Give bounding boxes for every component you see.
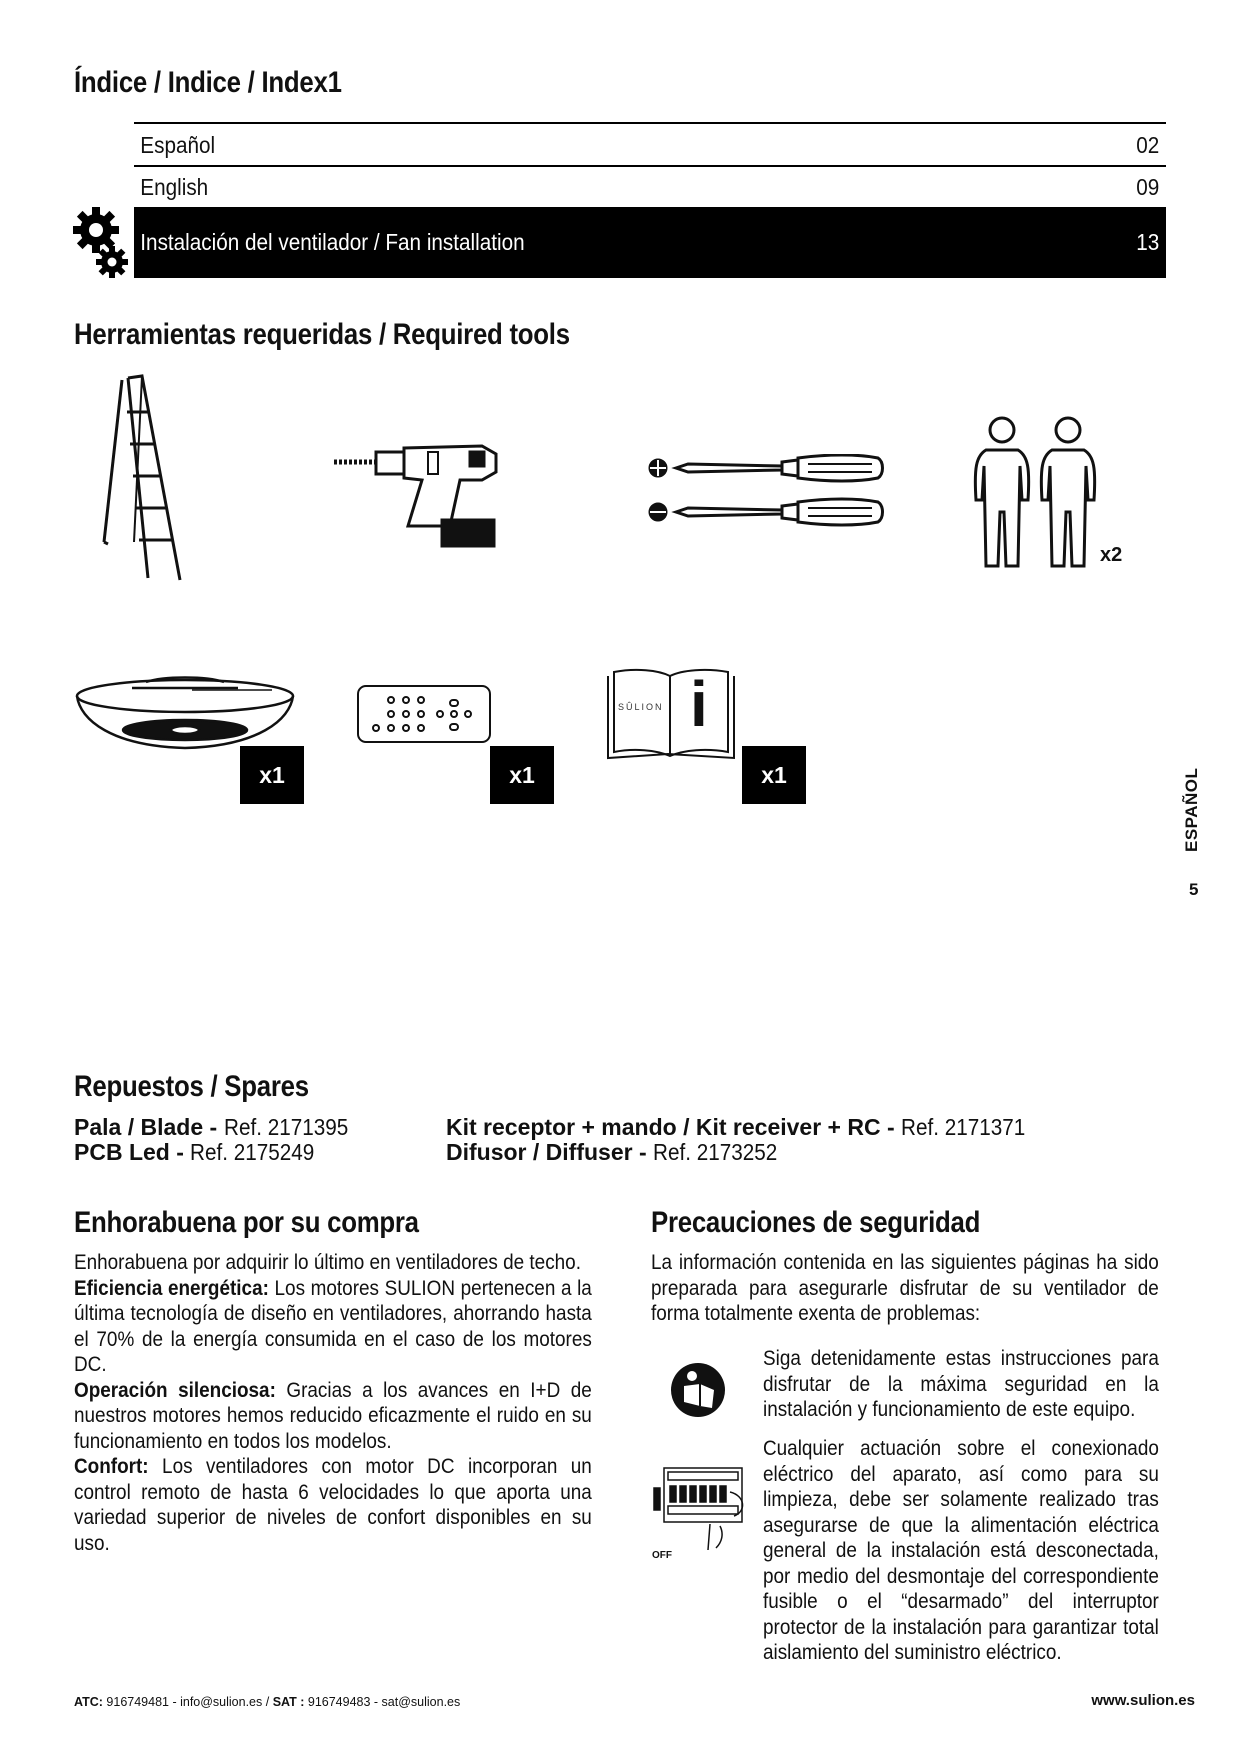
manual-qty-badge: x1 <box>742 746 806 804</box>
index-row-page: 09 <box>1136 173 1160 200</box>
spare-blade: Pala / Blade - Ref. 2171395 <box>74 1114 348 1140</box>
congrats-text <box>74 1250 592 1556</box>
sat-label: SAT : <box>272 1695 305 1709</box>
spare-kit-receiver: Kit receptor + mando / Kit receiver + RC - Ref. 2171371 <box>446 1114 1026 1140</box>
tools-title: Herramientas requeridas / Required tools <box>74 318 570 351</box>
fan-qty-badge: x1 <box>240 746 304 804</box>
footer-contacts <box>74 1695 460 1709</box>
safety-intro: La información contenida en las siguientes páginas ha sido preparada para asegurarle disfrutar de su ventilador de forma totalmente exenta de problemas: <box>651 1250 1159 1325</box>
persons-qty: x2 <box>1100 544 1123 566</box>
atc-text: 916749481 - info@sulion.es / <box>102 1695 273 1709</box>
congrats-efficiency: Eficiencia energética: Los motores SULION pertenecen a la última tecnología de diseño en ventiladores, ahorrando hasta el 70% de la energía consumida en el caso de los motores DC. <box>74 1275 592 1376</box>
breaker-panel-icon <box>650 1466 744 1550</box>
manual-info-letter: i <box>690 668 708 740</box>
two-persons-icon <box>972 416 1104 568</box>
index-row-espanol[interactable] <box>134 124 1166 166</box>
congrats-comfort: Confort: Los ventiladores con motor DC incorporan un control remoto de hasta 6 velocidades lo que aporta una variedad superior de niveles de confort disponibles en su uso. <box>74 1454 592 1555</box>
read-manual-icon <box>670 1362 726 1418</box>
page-number: 5 <box>1189 880 1199 899</box>
atc-label: ATC: <box>74 1695 103 1709</box>
safety-item-1: Siga detenidamente estas instrucciones para disfrutar de la máxima seguridad en la instalación y funcionamiento de este equipo. <box>763 1346 1159 1421</box>
index-row-page: 02 <box>1136 131 1160 158</box>
manual-brand: SÛLION <box>618 702 664 712</box>
footer-website[interactable]: www.sulion.es <box>1091 1692 1195 1709</box>
side-language-tab: ESPAÑOL <box>1182 767 1201 852</box>
remote-control-icon <box>356 684 492 744</box>
remote-qty-badge: x1 <box>490 746 554 804</box>
spare-diffuser: Difusor / Diffuser - Ref. 2173252 <box>446 1139 778 1165</box>
congrats-title: Enhorabuena por su compra <box>74 1206 419 1239</box>
safety-title: Precauciones de seguridad <box>651 1206 981 1239</box>
screwdrivers-icon <box>648 454 888 530</box>
gears-icon <box>72 204 130 280</box>
ladder-icon <box>98 372 190 582</box>
congrats-intro: Enhorabuena por adquirir lo último en ventiladores de techo. <box>74 1250 581 1274</box>
index-title: Índice / Indice / Index1 <box>74 66 342 99</box>
index-row-label: English <box>140 173 209 200</box>
drill-icon <box>332 436 500 548</box>
spares-title: Repuestos / Spares <box>74 1070 309 1103</box>
manual-book-icon <box>606 666 736 762</box>
congrats-silent: Operación silenciosa: Gracias a los avances en I+D de nuestros motores hemos reducido eficazmente el ruido en su funcionamiento en todos los modelos. <box>74 1377 592 1453</box>
sat-text: 916749483 - sat@sulion.es <box>304 1695 461 1709</box>
spare-pcb-led: PCB Led - Ref. 2175249 <box>74 1139 315 1165</box>
index-row-installation[interactable] <box>134 207 1166 278</box>
off-label: OFF <box>652 1550 672 1561</box>
index-row-label: Instalación del ventilador / Fan installation <box>140 229 525 255</box>
index-row-page: 13 <box>1136 229 1160 255</box>
safety-item-2: Cualquier actuación sobre el conexionado eléctrico del aparato, así como para su limpieza, debe ser solamente realizado tras asegurarse de que la alimentación eléctrica general de la instalación está desconectada, por medio del desmontaje del correspondiente fusible o el “desarmado” del interruptor protector de la instalación para garantizar total aislamiento del suministro eléctrico. <box>763 1436 1159 1664</box>
index-row-label: Español <box>140 131 216 158</box>
index-row-english[interactable] <box>134 166 1166 208</box>
